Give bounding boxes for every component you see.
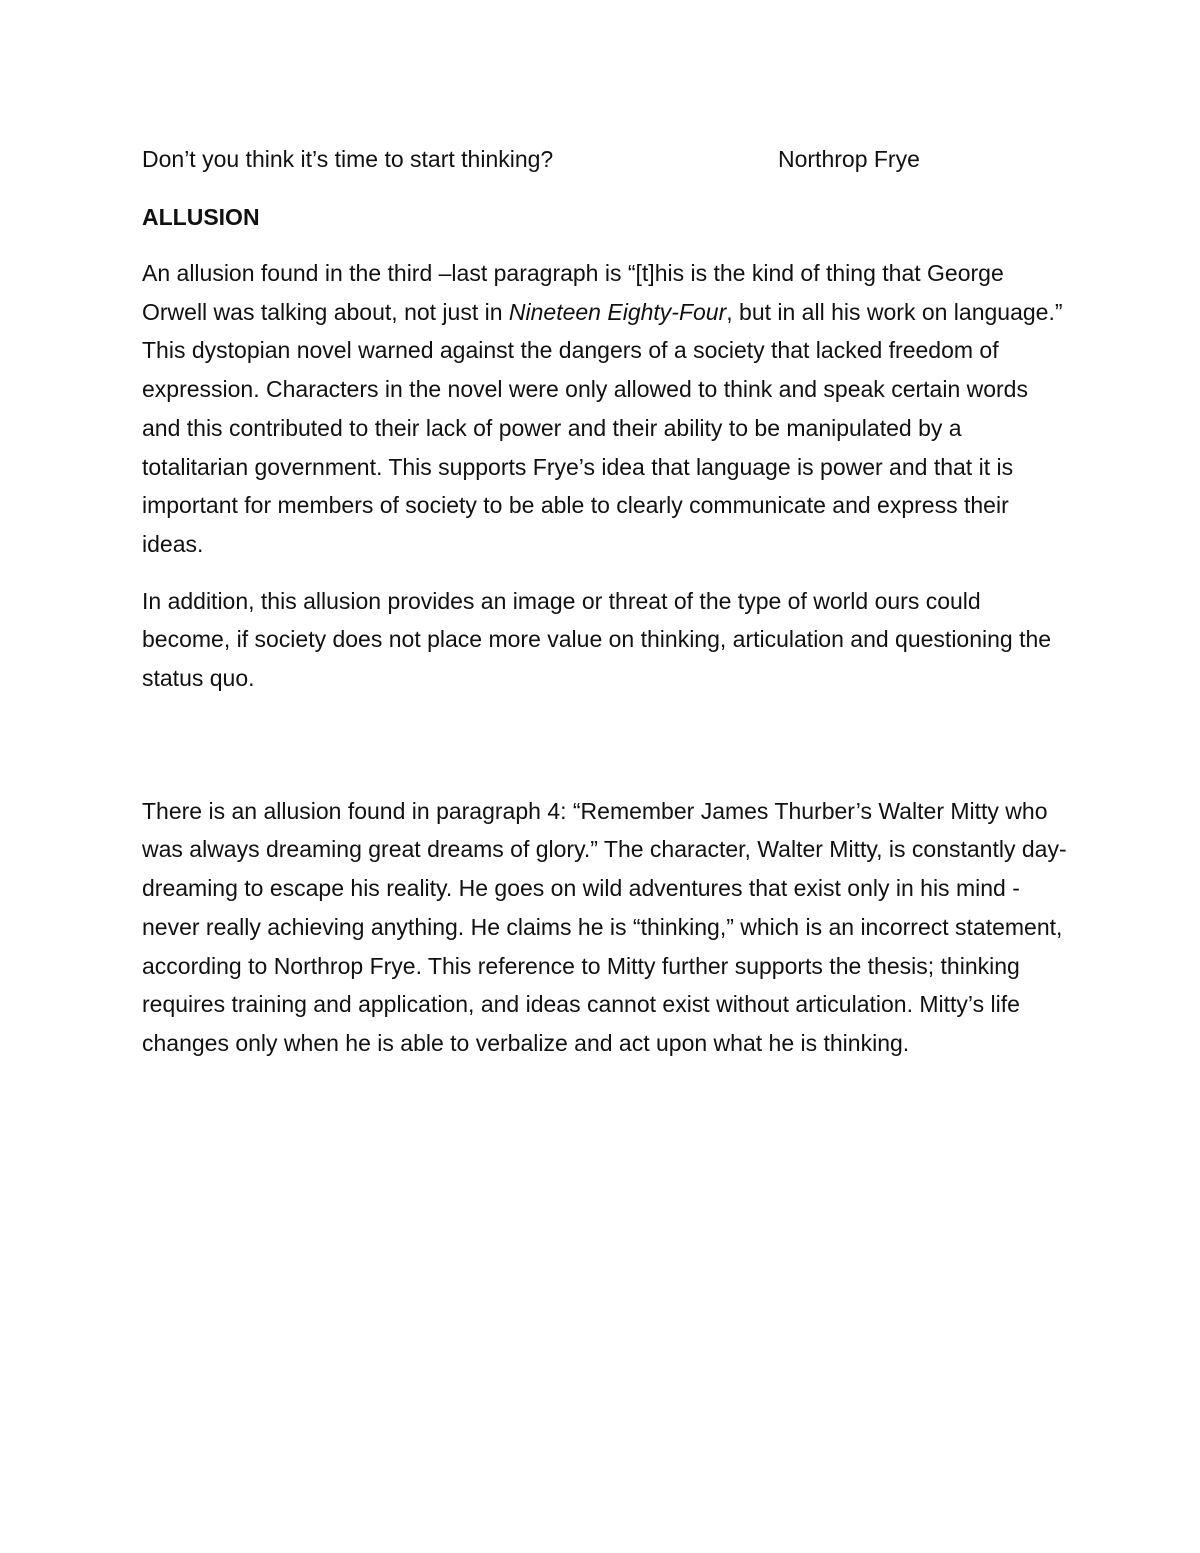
document-body xyxy=(142,140,1072,1081)
section-heading: ALLUSION xyxy=(142,204,260,230)
document-title: Don’t you think it’s time to start thinking? xyxy=(142,146,554,172)
paragraph-1-text-end: , but in all his work on language.” This dystopian novel warned against the dangers of a society that lacked freedom of expression. Characters in the novel were only allowed to think and speak certain words and this contributed to their lack of power and their ability to be manipulated by a totalitarian government. This supports Frye’s idea that language is power and that it is important for members of society to be able to clearly communicate and express their ideas. xyxy=(142,298,1063,557)
document-author: Northrop Frye xyxy=(778,146,920,172)
paragraph-orwell-allusion xyxy=(142,254,1072,564)
paragraph-addition: In addition, this allusion provides an image or threat of the type of world ours could become, if society does not place more value on thinking, articulation and questioning the status quo. xyxy=(142,587,1052,692)
paragraph-mitty-allusion: There is an allusion found in paragraph 4: “Remember James Thurber’s Walter Mitty who was always dreaming great dreams of glory.” The character, Walter Mitty, is constantly day-dreaming to escape his reality. He goes on wild adventures that exist only in his mind - never really achieving anything. He claims he is “thinking,” which is an incorrect statement, according to Northrop Frye. This reference to Mitty further supports the thesis; thinking requires training and application, and ideas cannot exist without articulation. Mitty’s life changes only when he is able to verbalize and act upon what he is thinking. xyxy=(142,797,1067,1056)
book-title-italic: Nineteen Eighty-Four xyxy=(508,298,727,325)
header-line xyxy=(142,140,1072,180)
paragraph-1-text-start: An allusion found in the third –last paragraph is “[t]his is the kind of thing that George Orwell was talking about, not just in xyxy=(142,260,1004,325)
